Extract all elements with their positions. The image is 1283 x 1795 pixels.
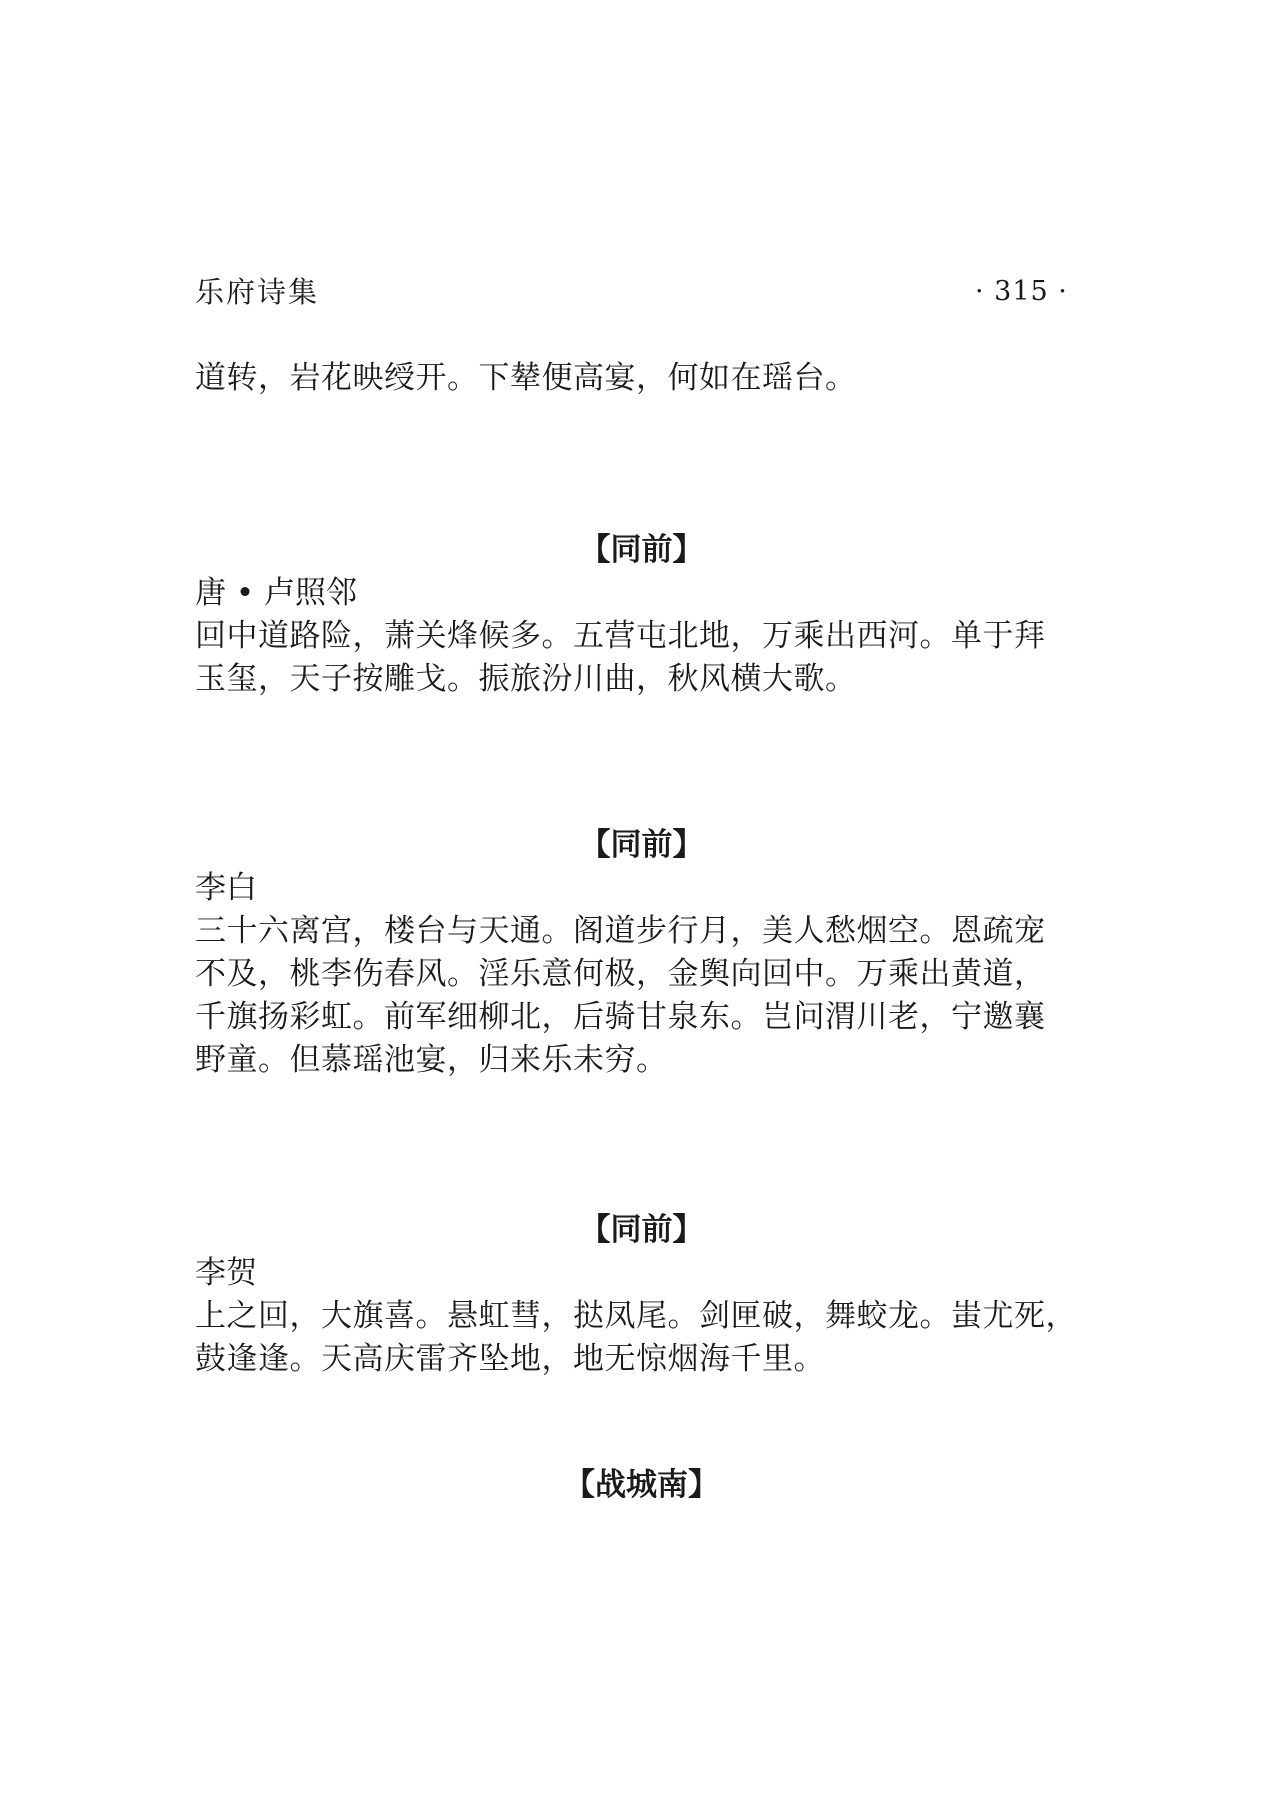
text-line: 回中道路险，萧关烽候多。五营屯北地，万乘出西河。单于拜 (195, 618, 1046, 654)
author: 李贺 (195, 1255, 257, 1291)
text-line: 千旗扬彩虹。前军细柳北，后骑甘泉东。岂问渭川老，宁邀襄 (195, 999, 1046, 1035)
page-number: · 315 · (975, 276, 1068, 307)
section-title: 【战城南】 (564, 1467, 719, 1503)
poem-block (195, 867, 1095, 1082)
poem-block (195, 572, 1095, 701)
author: 李白 (195, 870, 257, 906)
text-line: 道转，岩花映绶开。下辇便高宴，何如在瑶台。 (195, 360, 857, 396)
text-line: 三十六离宫，楼台与天通。阁道步行月，美人愁烟空。恩疏宠 (195, 913, 1046, 949)
text-line: 不及，桃李伤春风。淫乐意何极，金舆向回中。万乘出黄道， (195, 956, 1046, 992)
text-line: 野童。但慕瑶池宴，归来乐未穷。 (195, 1042, 668, 1078)
section-title: 【同前】 (579, 1212, 704, 1248)
book-title: 乐府诗集 (195, 275, 320, 309)
poem-text (195, 615, 1095, 701)
author: 唐 • 卢照邻 (195, 575, 357, 611)
text-line: 上之回，大旗喜。悬虹彗，挞凤尾。剑匣破，舞蛟龙。蚩尤死， (195, 1298, 1077, 1334)
carryover-text (195, 357, 1095, 400)
poem-text (195, 910, 1095, 1082)
text-line: 玉玺，天子按雕戈。振旅汾川曲，秋风横大歌。 (195, 661, 857, 697)
poem-block (195, 1252, 1095, 1381)
text-line: 鼓逢逢。天高庆雷齐坠地，地无惊烟海千里。 (195, 1341, 825, 1377)
section-title: 【同前】 (579, 827, 704, 863)
poem-text (195, 1295, 1095, 1381)
section-title: 【同前】 (579, 532, 704, 568)
